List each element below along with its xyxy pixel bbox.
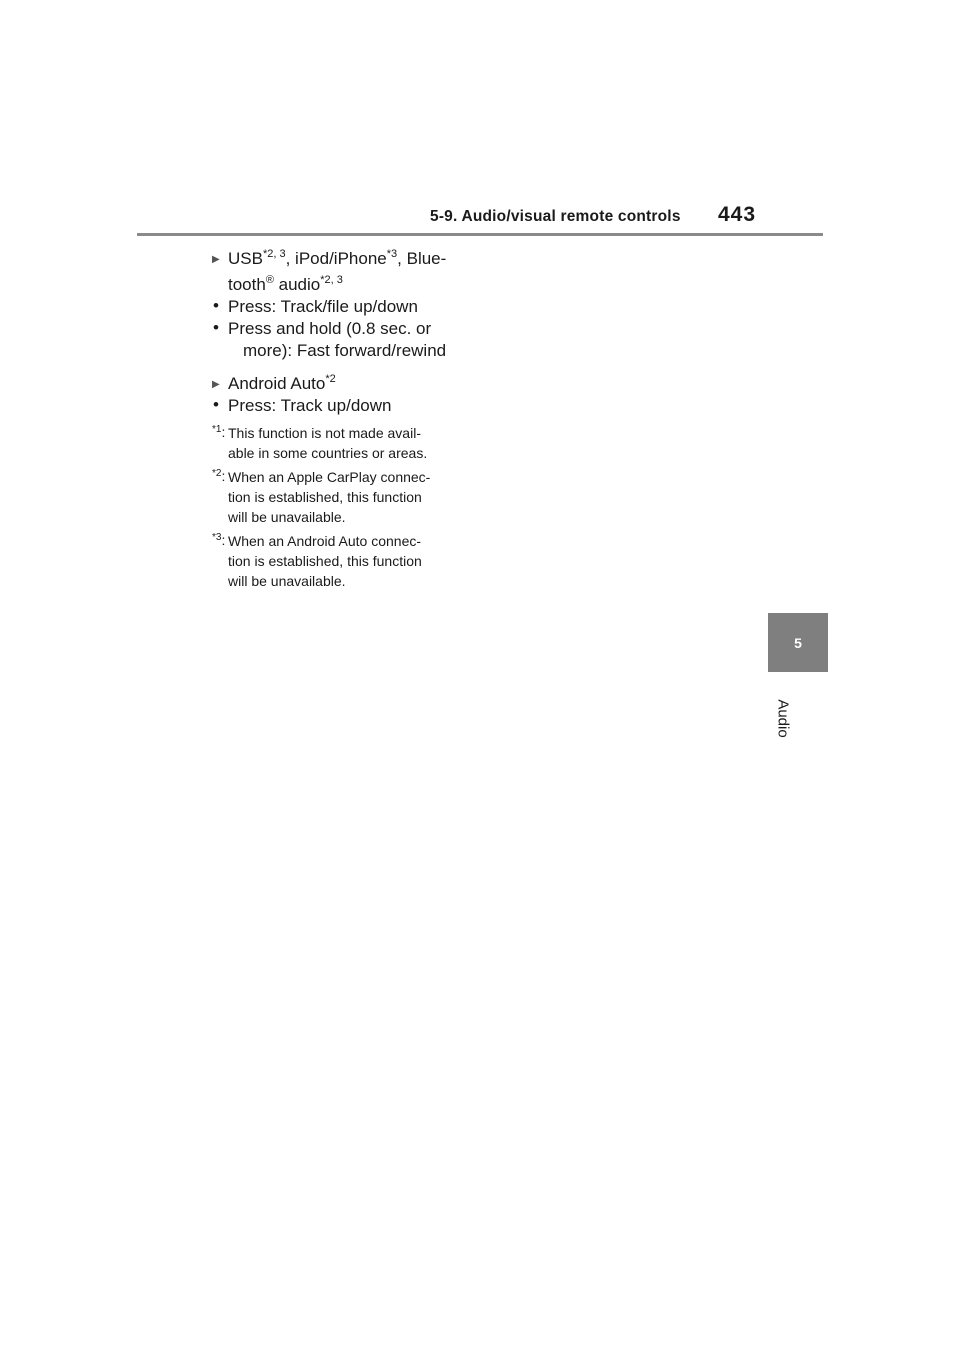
chapter-tab-number: 5 (794, 634, 802, 651)
item2-bullet-1: Press: Track up/down (228, 396, 392, 415)
triangle-bullet-icon: ▶ (212, 379, 220, 390)
bullet-dot: • (213, 318, 219, 337)
triangle-bullet-icon: ▶ (212, 254, 220, 265)
item1-bullet-1: Press: Track/file up/down (228, 297, 418, 316)
chapter-tab-label: Audio (774, 699, 792, 738)
item2-title: Android Auto$^{*2}$ (228, 373, 336, 393)
header-rule (137, 233, 823, 236)
section-title: 5-9. Audio/visual remote controls (430, 208, 681, 225)
item1-bullet-2-cont: more): Fast forward/rewind (243, 341, 447, 360)
item1-title-line1: USB$^{*2, 3}$, iPod/iPhone$^{*3}$, Blue- (228, 248, 447, 268)
chapter-tab[interactable] (768, 613, 828, 672)
page-number: 443 (718, 203, 757, 226)
item1-title-line2: tooth® audio$^{*2, 3}$ (228, 274, 343, 294)
bullet-dot: • (213, 395, 219, 414)
bullet-dot: • (213, 296, 219, 315)
item1-bullet-2: Press and hold (0.8 sec. or (228, 319, 432, 338)
